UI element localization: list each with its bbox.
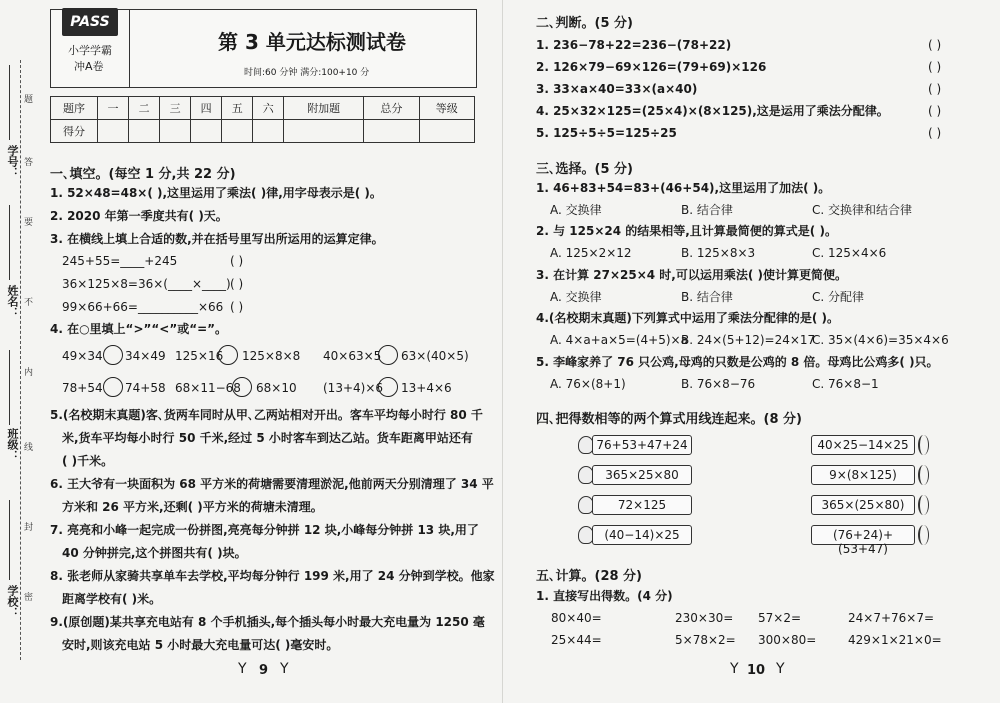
score-cell[interactable]	[284, 120, 364, 143]
choice-q1: 1. 46+83+54=83+(46+54),这里运用了加法( )。	[536, 181, 831, 195]
series-name-2: 冲A卷	[74, 60, 104, 73]
score-cell[interactable]	[98, 120, 129, 143]
score-header-cell: 题序	[51, 97, 98, 120]
q9-line2: 安时,则该充电站 5 小时最大充电量可达( )毫安时。	[62, 638, 339, 652]
q3: 3. 在横线上填上合适的数,并在括号里写出所运用的运算定律。	[50, 232, 384, 246]
choice-option[interactable]: B. 结合律	[681, 203, 733, 217]
judge-item: 1. 236−78+22=236−(78+22)	[536, 38, 732, 52]
student-id-label: 学号：	[6, 145, 19, 178]
seal-char: 密	[24, 593, 34, 603]
grass-icon: Y	[730, 661, 739, 677]
q3a-answer[interactable]: ( )	[230, 254, 244, 268]
score-cell[interactable]	[160, 120, 191, 143]
feather-icon	[918, 435, 929, 455]
q5-line2: 米,货车平均每小时行 50 千米,经过 5 小时客车到达乙站。货车距离甲站还有	[62, 431, 473, 445]
choice-q3: 3. 在计算 27×25×4 时,可以运用乘法( )使计算更简便。	[536, 268, 848, 282]
match-card-left[interactable]: 72×125	[592, 495, 692, 515]
exam-meta: 时间:60 分钟 满分:100+10 分	[244, 68, 370, 78]
score-cell[interactable]	[191, 120, 222, 143]
q4-left-expr: 68×11−68	[175, 381, 241, 395]
compare-circle[interactable]	[103, 345, 123, 365]
judge-item: 3. 33×a×40=33×(a×40)	[536, 82, 698, 96]
judge-answer[interactable]: ( )	[928, 126, 942, 140]
pass-logo: PASS	[62, 8, 118, 36]
judge-answer[interactable]: ( )	[928, 82, 942, 96]
choice-option[interactable]: A. 交换律	[550, 203, 602, 217]
q3b-expr: 36×125×8=36×(____×____)	[62, 277, 231, 291]
score-cell[interactable]	[222, 120, 253, 143]
match-card-right[interactable]: 365×(25×80)	[811, 495, 915, 515]
compare-circle[interactable]	[232, 377, 252, 397]
series-name: 小学学霸	[68, 44, 112, 57]
compare-circle[interactable]	[378, 377, 398, 397]
calc-item[interactable]: 429×1×21×0=	[848, 633, 942, 647]
calc-item[interactable]: 230×30=	[675, 611, 734, 625]
q4-left-expr: 40×63×5	[323, 349, 382, 363]
score-header-cell: 二	[129, 97, 160, 120]
seal-char: 封	[24, 523, 34, 533]
seal-char: 题	[24, 95, 34, 105]
calc-item[interactable]: 80×40=	[551, 611, 602, 625]
score-table	[50, 96, 475, 143]
feather-icon	[918, 525, 929, 545]
calc-subtitle: 1. 直接写出得数。(4 分)	[536, 589, 673, 603]
q4-left-expr: 125×16	[175, 349, 224, 363]
calc-item[interactable]: 25×44=	[551, 633, 602, 647]
seal-char: 线	[24, 443, 34, 453]
score-header-cell: 六	[253, 97, 284, 120]
q4-right-expr: 13+4×6	[401, 381, 452, 395]
section-3-title: 三､选择。(5 分)	[536, 162, 633, 177]
match-card-right[interactable]: (76+24)+(53+47)	[811, 525, 915, 545]
score-header-cell: 一	[98, 97, 129, 120]
section-1-title: 一､填空。(每空 1 分,共 22 分)	[50, 167, 236, 182]
score-header-cell: 五	[222, 97, 253, 120]
choice-option[interactable]: C. 76×8−1	[812, 377, 879, 391]
q4-left-expr: 78+54	[62, 381, 103, 395]
score-header-cell: 四	[191, 97, 222, 120]
calc-item[interactable]: 24×7+76×7=	[848, 611, 935, 625]
page-number-left: 9	[259, 663, 269, 678]
judge-answer[interactable]: ( )	[928, 60, 942, 74]
choice-option[interactable]: C. 35×(4×6)=35×4×6	[812, 333, 949, 347]
judge-item: 4. 25×32×125=(25×4)×(8×125),这是运用了乘法分配律。	[536, 104, 889, 118]
feather-icon	[918, 495, 929, 515]
judge-item: 5. 125÷5÷5=125÷25	[536, 126, 677, 140]
q6-line2: 方米和 26 平方米,还剩( )平方米的荷塘未清理。	[62, 500, 323, 514]
choice-q2: 2. 与 125×24 的结果相等,且计算最简便的算式是( )。	[536, 224, 837, 238]
score-row-label: 得分	[51, 120, 98, 143]
q7-line2: 40 分钟拼完,这个拼图共有( )块。	[62, 546, 247, 560]
choice-option[interactable]: B. 24×(5+12)=24×17	[681, 333, 816, 347]
class-label: 班级：	[6, 428, 19, 461]
calc-item[interactable]: 300×80=	[758, 633, 817, 647]
q1: 1. 52×48=48×( ),这里运用了乘法( )律,用字母表示是( )。	[50, 186, 382, 200]
choice-option[interactable]: B. 76×8−76	[681, 377, 756, 391]
score-header-cell: 总分	[364, 97, 419, 120]
match-card-right[interactable]: 40×25−14×25	[811, 435, 915, 455]
calc-item[interactable]: 5×78×2=	[675, 633, 736, 647]
page-number-right: 10	[747, 663, 766, 678]
q9-line1: 9.(原创题)某共享充电站有 8 个手机插头,每个插头每小时最大充电量为 1250 毫	[50, 615, 485, 629]
q3c-answer[interactable]: ( )	[230, 300, 244, 314]
compare-circle[interactable]	[378, 345, 398, 365]
choice-option[interactable]: B. 125×8×3	[681, 246, 756, 260]
name-label: 姓名：	[6, 285, 19, 318]
seal-char: 不	[24, 298, 34, 308]
q5-line3: ( )千米。	[62, 454, 114, 468]
q4-right-expr: 68×10	[256, 381, 297, 395]
compare-circle[interactable]	[218, 345, 238, 365]
binding-margin	[0, 0, 44, 703]
score-cell[interactable]	[129, 120, 160, 143]
seal-char: 要	[24, 218, 34, 228]
seal-char: 内	[24, 368, 34, 378]
choice-option[interactable]: A. 交换律	[550, 290, 602, 304]
exam-title: 第 3 单元达标测试卷	[218, 30, 406, 54]
choice-option[interactable]: A. 4×a+a×5=(4+5)×a	[550, 333, 688, 347]
q4-right-expr: 125×8×8	[242, 349, 301, 363]
q5-line1: 5.(名校期末真题)客､货两车同时从甲､乙两站相对开出。客车平均每小时行 80 千	[50, 408, 483, 422]
compare-circle[interactable]	[103, 377, 123, 397]
score-header-cell: 等级	[419, 97, 474, 120]
q4-left-expr: 49×34	[62, 349, 103, 363]
feather-icon	[918, 465, 929, 485]
choice-option[interactable]: C. 交换律和结合律	[812, 203, 913, 217]
calc-item[interactable]: 57×2=	[758, 611, 802, 625]
q8-line2: 距离学校有( )米。	[62, 592, 162, 606]
match-card-left[interactable]: 365×25×80	[592, 465, 692, 485]
score-header-cell: 三	[160, 97, 191, 120]
section-4-title: 四､把得数相等的两个算式用线连起来。(8 分)	[536, 412, 802, 427]
grass-icon: Y	[280, 661, 289, 677]
judge-answer[interactable]: ( )	[928, 104, 942, 118]
match-card-left[interactable]: (40−14)×25	[592, 525, 692, 545]
grass-icon: Y	[776, 661, 785, 677]
q7-line1: 7. 亮亮和小峰一起完成一份拼图,亮亮每分钟拼 12 块,小峰每分钟拼 13 块,用了	[50, 523, 479, 537]
q4-right-expr: 63×(40×5)	[401, 349, 469, 363]
score-cell[interactable]	[364, 120, 419, 143]
match-card-left[interactable]: 76+53+47+24	[592, 435, 692, 455]
choice-option[interactable]: A. 76×(8+1)	[550, 377, 626, 391]
score-cell[interactable]	[253, 120, 284, 143]
page-fold	[502, 0, 503, 703]
match-card-right[interactable]: 9×(8×125)	[811, 465, 915, 485]
section-2-title: 二､判断。(5 分)	[536, 16, 633, 31]
judge-answer[interactable]: ( )	[928, 38, 942, 52]
section-5-title: 五､计算。(28 分)	[536, 569, 642, 584]
q3b-answer[interactable]: ( )	[230, 277, 244, 291]
judge-item: 2. 126×79−69×126=(79+69)×126	[536, 60, 767, 74]
q4-left-expr: (13+4)×6	[323, 381, 384, 395]
score-cell[interactable]	[419, 120, 474, 143]
school-label: 学校：	[6, 585, 19, 618]
q3a-expr: 245+55=____+245	[62, 254, 178, 268]
choice-option[interactable]: C. 分配律	[812, 290, 865, 304]
seal-char: 答	[24, 158, 34, 168]
q4-right-expr: 74+58	[125, 381, 166, 395]
q3c-expr: 99×66+66=__________×66	[62, 300, 224, 314]
choice-option[interactable]: A. 125×2×12	[550, 246, 632, 260]
choice-q5: 5. 李峰家养了 76 只公鸡,母鸡的只数是公鸡的 8 倍。母鸡比公鸡多( )只。	[536, 355, 939, 369]
q8-line1: 8. 张老师从家骑共享单车去学校,平均每分钟行 199 米,用了 24 分钟到学校。他家	[50, 569, 495, 583]
q6-line1: 6. 王大爷有一块面积为 68 平方米的荷塘需要清理淤泥,他前两天分别清理了 34 平	[50, 477, 494, 491]
choice-option[interactable]: B. 结合律	[681, 290, 733, 304]
choice-option[interactable]: C. 125×4×6	[812, 246, 887, 260]
q2: 2. 2020 年第一季度共有( )天。	[50, 209, 228, 223]
grass-icon: Y	[238, 661, 247, 677]
score-header-cell: 附加题	[284, 97, 364, 120]
choice-q4: 4.(名校期末真题)下列算式中运用了乘法分配律的是( )。	[536, 311, 840, 325]
q4-right-expr: 34×49	[125, 349, 166, 363]
q4: 4. 在○里填上“>”“<”或“=”。	[50, 322, 228, 336]
